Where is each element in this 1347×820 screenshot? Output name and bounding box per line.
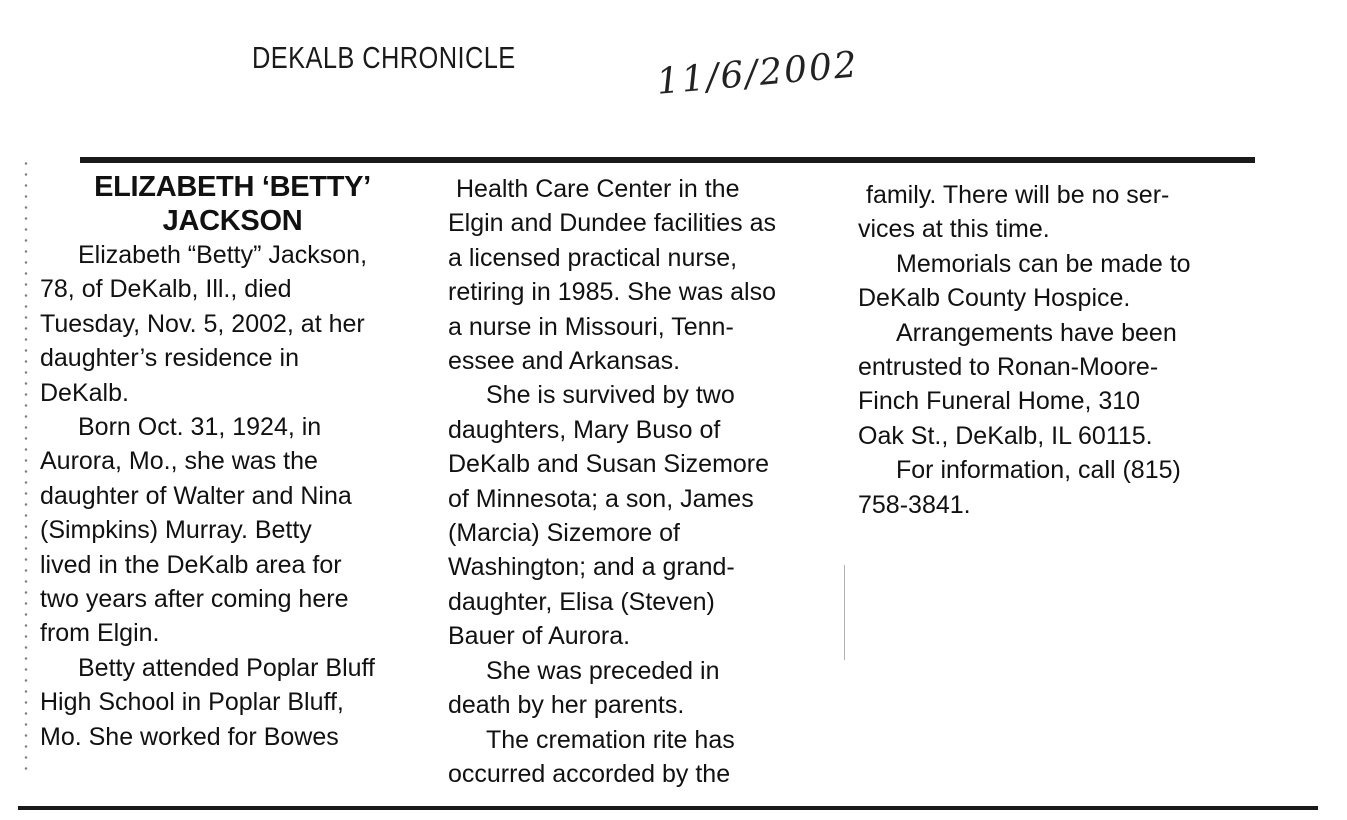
paragraph-memorials: Memorials can be made to DeKalb County Hospice. xyxy=(858,249,1191,313)
top-rule xyxy=(80,157,1255,163)
obituary-column-1 xyxy=(40,170,425,754)
scan-edge-noise xyxy=(22,158,32,776)
masthead: DEKALB CHRONICLE xyxy=(252,40,516,75)
paragraph-services-continued: family. There will be no ser- vices at this time. xyxy=(858,181,1170,244)
bottom-rule xyxy=(18,806,1318,810)
paragraph-cremation: The cremation rite has occurred accorded by the xyxy=(448,725,735,788)
paragraph-death-notice: Elizabeth “Betty” Jackson, 78, of DeKalb, Ill., died Tuesday, Nov. 5, 2002, at her daughter’s residence in DeKalb. xyxy=(40,241,368,407)
column-divider xyxy=(844,565,845,660)
paragraph-education: Betty attended Poplar Bluff High School in Poplar Bluff, Mo. She worked for Bowes xyxy=(40,653,375,751)
paragraph-arrangements: Arrangements have been entrusted to Ronan-Moore- Finch Funeral Home, 310 Oak St., DeKalb, IL 60115. xyxy=(858,318,1177,450)
paragraph-information: For information, call (815) 758-3841. xyxy=(858,456,1181,519)
paragraph-birth: Born Oct. 31, 1924, in Aurora, Mo., she was the daughter of Walter and Nina (Simpkins) Murray. Betty lived in the DeKalb area for two years after coming here from Elgin. xyxy=(40,413,352,648)
obituary-column-2 xyxy=(448,172,833,791)
obituary-column-3 xyxy=(858,178,1243,522)
paragraph-survivors: She is survived by two daughters, Mary Buso of DeKalb and Susan Sizemore of Minnesota; a son, James (Marcia) Sizemore of Washington; and a grand- daughter, Elisa (Steven) Bauer of Aurora. xyxy=(448,381,770,651)
obituary-headline: ELIZABETH ‘BETTY’ JACKSON xyxy=(94,171,371,237)
paragraph-preceded: She was preceded in death by her parents. xyxy=(448,656,720,720)
paragraph-career-continued: Health Care Center in the Elgin and Dundee facilities as a licensed practical nurse, retiring in 1985. She was also a nurse in Missouri, Tenn- essee and Arkansas. xyxy=(448,175,776,376)
handwritten-date: 11/6/2002 xyxy=(655,44,861,103)
